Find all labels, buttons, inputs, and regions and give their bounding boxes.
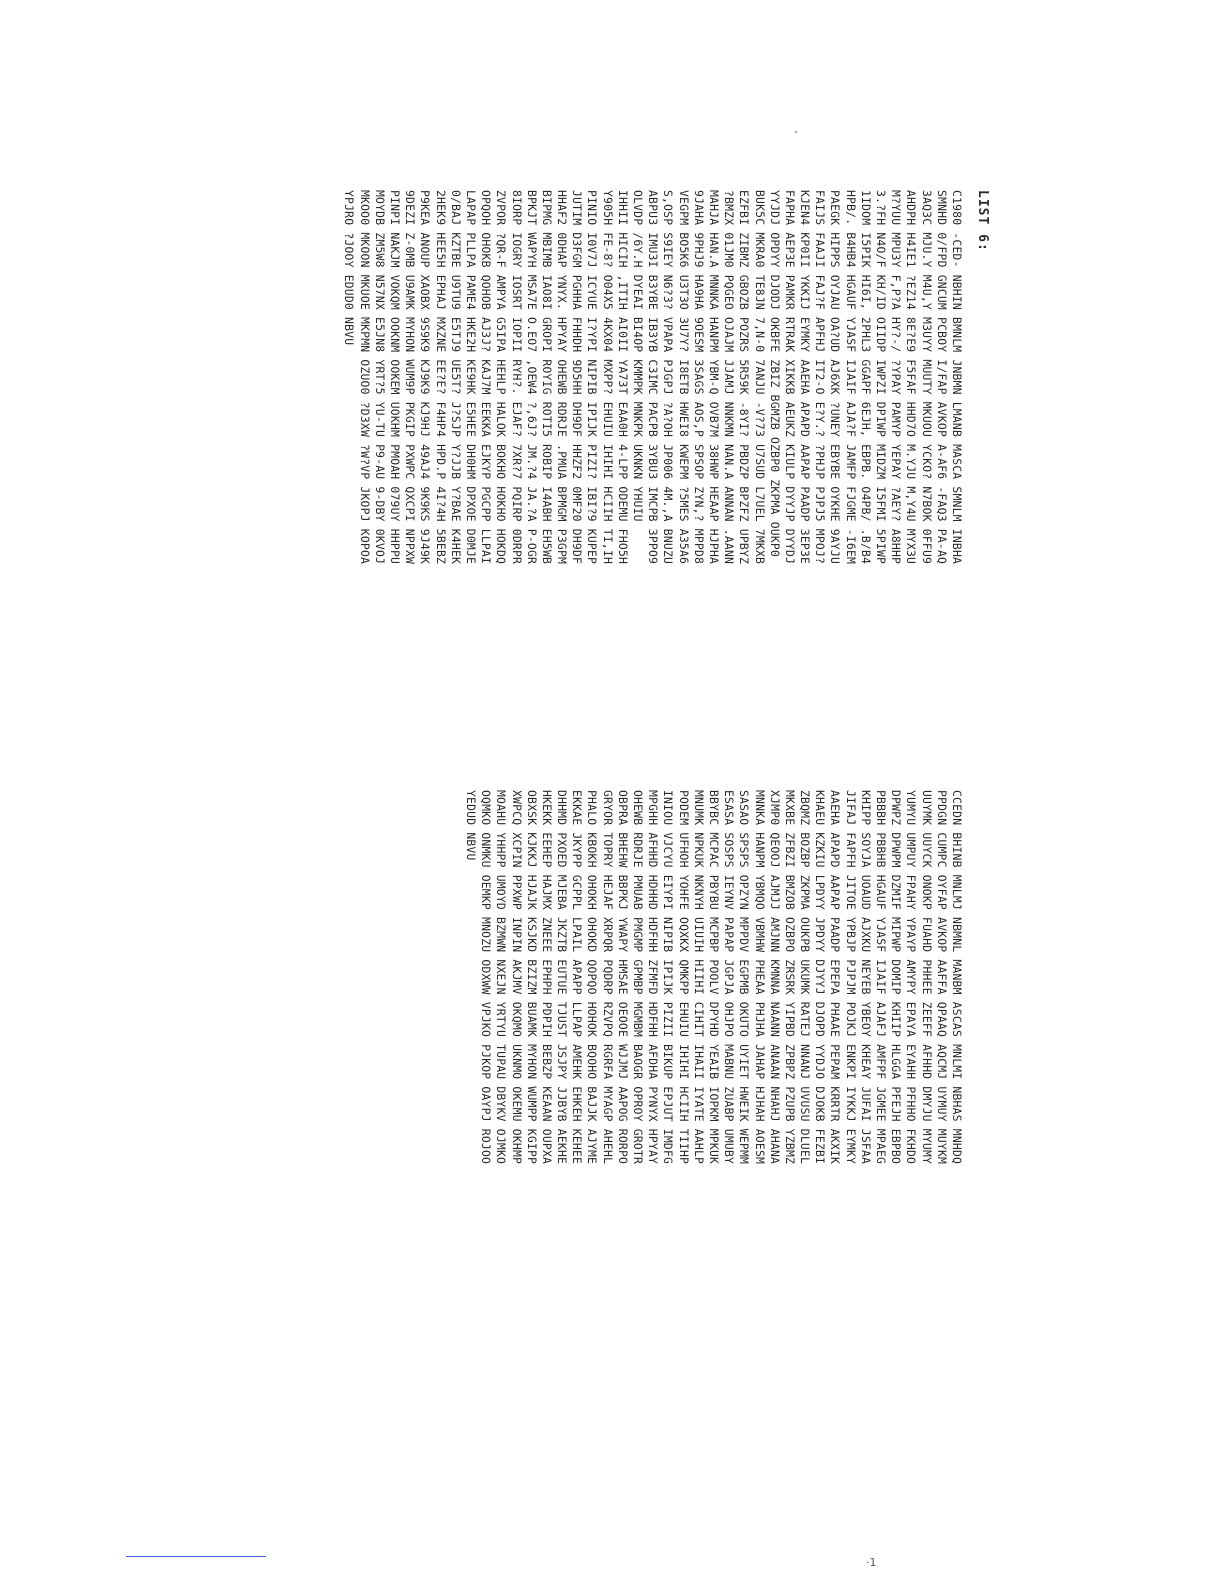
cipher-line-left: ABPU3 IMU3I B3YBE IB3YB C3IMC PACPB 3YBU3 IMCPB 3PPO9 xyxy=(646,190,661,565)
cipher-line-left: AHDPH H4IE1 ?EZ14 8E?E9 F5FAF HHD7O M.YJU M,Y4U MYX3U xyxy=(904,190,919,565)
cipher-line-right: MNUMK NPKUK NKNYH UIUIH HIIHI CIHIT IHAII IYATE AAHLP xyxy=(691,790,706,1165)
cipher-line-left: ?BMZX 01JM0 PQGEO OJAJM JJAMJ NNKMN NAN.A ANNAN .AANN xyxy=(722,190,737,565)
cipher-line-left: FAPHA AEP3E PAMKR RTRAK XIKKB AEUKZ KIULP DYYJP DYYDJ xyxy=(782,190,797,565)
cipher-line-left: P9KEA ANOUP XAOBX 9S9K9 KJ9K9 KJ9HJ 49AJ4 9K9KS 9J49K xyxy=(418,190,433,565)
scan-speck xyxy=(795,131,797,133)
cipher-line-left: C1980 -CED- NBHIN BMNLM JNBMN LMANB MASCA SMNLM INBHA xyxy=(950,190,964,565)
cipher-line-right: ESASA SOSPS IEYNV PAPAP JGPJA OHJPO MABNU ZUABP UMUBY xyxy=(722,790,737,1165)
cipher-line-right: KHIPP SOYJA UOAUD AJXKU NEYEB YBEOY KHEAY JUFAI JSFAA xyxy=(858,790,873,1165)
cipher-line-left: OLVDP /6Y.H DYEAI BI4OP KMMPK MNKPK UKNKN YHUIU xyxy=(631,190,646,522)
cipher-line-left: 9JAHA 9PHJ9 HA9HA 9OESM 3SAGS AOS,P SPSOP ZYN,? MPPD8 xyxy=(691,190,706,565)
cipher-block-left xyxy=(341,190,964,564)
cipher-line-left: PAEGK HIPPS OYJAU OA?UD AJ6XK ?UNEY EBYBE OYKHE 9AYJU xyxy=(828,190,843,565)
cipher-line-right: ZBQMZ BOZBP ZKPMA OUKPB UKUMK RATEJ NNANJ UVUSU DLUEL xyxy=(798,790,813,1165)
cipher-line-left: 3.?FH N4O/F KH/ID OIIDP IWPZI DPIWP MIDZM I5FMI 5PIWP xyxy=(874,190,889,565)
cipher-line-left: EZFBI ZIBMZ GBOZB POZRS 5R59K -8YI? PBDZP BPZFZ UPBYZ xyxy=(737,190,752,565)
cipher-line-right: UUYMK UUYCK ONOKP FUAHD PHHEE ZEEFF AFHHD DMYJU MYUMY xyxy=(919,790,934,1165)
cipher-line-right: HKEKK EEHEP HAJMX ZNEEE EPHPH PDPIH BEBZP KEAAN OUPXA xyxy=(539,790,554,1165)
cipher-line-left: ZVPOR ?QR-F AMPYA G5IPA HEHLP HALOK BOKHO HOKHO HOKDQ xyxy=(494,190,509,565)
cipher-line-right: OHEWB RDRJE PMUAB PMGMP GPMBP MGMBM BAOGR OPROY GROTR xyxy=(631,790,646,1165)
cipher-line-right: DPWPZ DPWPM DZMIF MIPWP DOMIP KHIIP HLGGA PFEJH EBPBO xyxy=(889,790,904,1165)
cipher-line-left: Y905H FE-8? O04X5 4KX04 MXPP? EHUIU IHIHI HCIIH TI,IH xyxy=(600,190,615,565)
cipher-line-left: BIPMG MBIMB IAO8I GROPI ROYIG ROTI5 ROBIP I4ABH EH5WB xyxy=(539,190,554,565)
cipher-line-right: YUMYU UMPUY FPAHY YPAYP AMYPY EPAYA EYAHH PFHHO FKHDO xyxy=(904,790,919,1165)
cipher-line-left: HPB/. B4HB4 HGAUF YJASF IJAIF AJA?F JAMFP FJGME -I6EM xyxy=(843,190,858,565)
cipher-line-right: PBBBH PBBHB HGAUF YJASF IJAIF AJAFJ AMFPF JGMEE MPAEG xyxy=(874,790,889,1165)
cipher-line-left: LAPAP PLLPA PAME4 HKE2H KE9HK E5HEE DH0HM DPXOE D0MJE xyxy=(464,190,478,565)
cipher-line-left: 0/BAJ KZTBE U9TU9 E5TJ9 UE5T? J?SJP Y?JJB Y?BAE K4HEK xyxy=(448,190,463,565)
list-title: LIST 6: xyxy=(975,190,990,252)
cipher-line-right: MKXBE ZFBZI BMZOB OZBPO ZRSRK YIPBD ZPBPZ PZUPB YZBMZ xyxy=(782,790,797,1165)
cipher-line-left: BUK5C MKRA0 TE8JN 7,N-0 7ANJU -V?73 U7SUD L7UEL 7MKXB xyxy=(752,190,767,565)
cipher-line-left: MAHJA HAN.A MNNKA HANPM YBM-Q OVB7M 38HWP HEAAP HJPHA xyxy=(707,190,721,565)
cipher-line-right: PHALO KBOKH OHOKH OHOKD QOPQO HOHOK BQOHO BAJJK AJYME xyxy=(585,790,600,1165)
cipher-line-left: 9DEZI Z-0MB U9AMK MYHON WUM9P PKGIP PXWPC QXCPI NPPXW xyxy=(403,190,418,565)
rotated-printout xyxy=(210,190,990,1450)
cipher-line-left: PINPI NAKJM VOKQM OOKNM OOKEM UOKHM PMOAH 079UY HHPPU xyxy=(388,190,403,565)
cipher-line-right: MPGHH AFHHD HDHHD HDFHH ZFMFD HDFHH AFDHA PYNYX HPYAY xyxy=(646,790,661,1165)
cipher-line-right: KHAEU KZKIU LPDYY JPDYY DJYYJ DJOPD YYDJO DJOKB FEZBI xyxy=(813,790,828,1165)
cipher-line-left: KJEN4 KP0II YKKIJ EYMKY AAEHA APAPD AAPAP PAADP 3EP3E xyxy=(798,190,813,565)
cipher-line-left: S,OSP S9IEY N6?3? VPAPA PJGPJ ?A?OH JP006 4M.,A BNUZU xyxy=(661,190,676,565)
cipher-line-right: DHHMD PXOED MJEBA JKZTB EUTUE TJUST JSJPY JJBYB AEKHE xyxy=(555,790,570,1165)
cipher-line-right: OQMKO ONMKU OEMKP MNOZU ODXWW VPJKO PJKOP OAYPJ ROJOO xyxy=(479,790,494,1165)
cipher-line-left: OPQOH OHOKB QOHOB AJ3J? KAJ7M EEKKA EJKYP PGCPP LLPAI xyxy=(479,190,494,565)
cipher-line-left: 1IDOM I5PIK HI6I, 2PHL3 GGAPF 6EJH, EBPB. O4PB/ .B/B4 xyxy=(858,190,873,565)
cipher-line-right: JIFAJ FAPFH JITOE YPBJP PJPJM POJKJ ENKPI IYKKJ EYMKY xyxy=(843,790,858,1165)
cipher-line-left: SMNHD 0/FPD GNCUM PCBOY I/FAP AVKOP A-AF6 -FAQ3 PA-AQ xyxy=(934,190,949,565)
cipher-line-right: EKKAE JKYPP GCPPL LPAIL APAPP LLPAP AMEHK EHKEH KEHEE xyxy=(570,790,585,1165)
cipher-line-left: JUTIM D3FGM PGHHA FHHDH 9D5HH DH9DF HHZF2 0MF20 DH9DF xyxy=(570,190,585,565)
cipher-line-left: MOYDB ZM5W8 N57NX E5JN8 YRT?5 YU-TU P9-AU 9-DBY 0KVOJ xyxy=(372,190,387,565)
footer-mark: ·1 xyxy=(866,1556,877,1569)
cipher-line-left: M?YUU MPU3Y F,P?A HY?-/ ?YPAY PAMYP YEPAY ?AEY? A8HHP xyxy=(889,190,904,565)
cipher-line-right: MOAHU YHHPP UMOYD BZMWN NXEJN YRTYU TUPAU DBYKV OJMKO xyxy=(494,790,509,1165)
cipher-line-right: PPDGN CUMPC OYFAP AVKOP AAFFA QPAAQ AQCMJ UYMUY MUYKM xyxy=(934,790,949,1165)
cipher-line-right: YEDUD NBVU xyxy=(464,790,478,861)
cipher-line-right: BBYBC MCPAC PBYBU MCPBP POOLV DPYHD YEAIB IOPKM MPKUK xyxy=(707,790,721,1165)
cipher-line-left: 2HEK9 HEE5H EPHAJ MXZNE EE?E? F4HP4 HPD.P 4I?4H 5BEBZ xyxy=(433,190,448,565)
cipher-line-left: 3AQ3C MJU.Y M4U,Y M3UYY MUUTY MKUOU YCKO? N7BOK 0FFU9 xyxy=(919,190,934,565)
cipher-line-right: OBXSK KJKKJ HJAJK KSJKD BZIZM BUAMK MYHON WUMPP KGIPP xyxy=(524,790,539,1165)
cipher-line-right: GRYOR TOPRY HEJAF XRPQR PQDRP RZVPQ RGRFA MYAGP AHEHL xyxy=(600,790,615,1165)
cipher-line-left: YPJRO ?JOOY EDUD0 NBVU xyxy=(342,190,357,346)
cipher-line-left: MKOO0 MKOON MKUOE MKPMN OZUO0 ?D3XW ?W?VP JKOPJ KOPOA xyxy=(357,190,372,565)
cipher-line-right: MNNKA HANPM YBMQO VBMHW PHEAA PHJHA JAHAP HJHAH AOESM xyxy=(752,790,767,1165)
cipher-line-right: AAEHA APAPD AAPAP PAADP EPEPA PHAAE PEPAM KRRTR AKXIK xyxy=(828,790,843,1165)
cipher-line-right: PODEM UFHOH YOHFE OQXKX QMKPP EHUIU IHIHI HCIIH TIIHP xyxy=(676,790,691,1165)
cipher-line-left: IHHII HICIH ,ITIH AI0II YA73T EAA0H 4-LPP ODEMU FHO5H xyxy=(615,190,630,565)
cipher-line-left: FAIJS FAAJI FAJ?F APFHJ IT2-O E?Y.? ?PHJP PJPJ5 MPOJ? xyxy=(813,190,828,565)
cipher-line-left: 8IORP IOGRY IOSRT IOPII RYH?. EJAF? 7XR?7 PQIRP 0DRPR xyxy=(509,190,524,565)
cipher-line-left: PINIO I0V7J ICYUE I?YPI NIPIB IPIJK PIZI? IBI?9 KUPEP xyxy=(585,190,600,565)
cipher-line-left: BPKJT WAPYH MSA7E O.EO7 ,OEW4 ?,6J? JM.?4 JA.?A P-OGR xyxy=(524,190,539,565)
cipher-line-right: CCEDN BHINB MNLMJ NBMNL MANBM ASCAS MNLMI NBHAS MNHDQ xyxy=(950,790,964,1165)
cipher-line-right: XWPCQ XCPIN PPXWP INPIN AKJMV OKQMO UKNMO OKEMU OKHMP xyxy=(509,790,524,1165)
cipher-line-left: YYJDJ OPDYY DJODJ OKBFE ZBIZ BGMZB OZBP0 ZKPMA OUKP0 xyxy=(767,190,782,558)
cipher-line-right: XJMP0 QEOOJ AJMJJ AMJNN KMNNA NAANN ANAAN NHAHJ AHANA xyxy=(767,790,782,1165)
cipher-line-right: SASAO SPSPS OPZYN MPPDV EGPMB OKUTO UYIET HWEIK WEPMM xyxy=(737,790,752,1165)
cipher-line-right: INIOU VJCYU EIYPI NIPIB IPIJK PIZII BIKUP EPJUT IMDFG xyxy=(661,790,676,1165)
cipher-line-left: HHAF2 0DHAP YNYX. HPYAY OHEWB RDRJE .PMUA BPMGM P3GPM xyxy=(555,190,570,565)
bottom-underline xyxy=(126,1556,266,1557)
cipher-line-left: VEGPM BO5K6 U3T3O 3U7Y? I8ETB HWEI8 KWEPM ?5MES A35A6 xyxy=(676,190,691,565)
cipher-line-right: OBPRA BHEHW BBPKJ YWAPY HMSAE OEOOE WJJMJ AAPOG RORPO xyxy=(615,790,630,1165)
cipher-block-right xyxy=(463,790,964,1164)
